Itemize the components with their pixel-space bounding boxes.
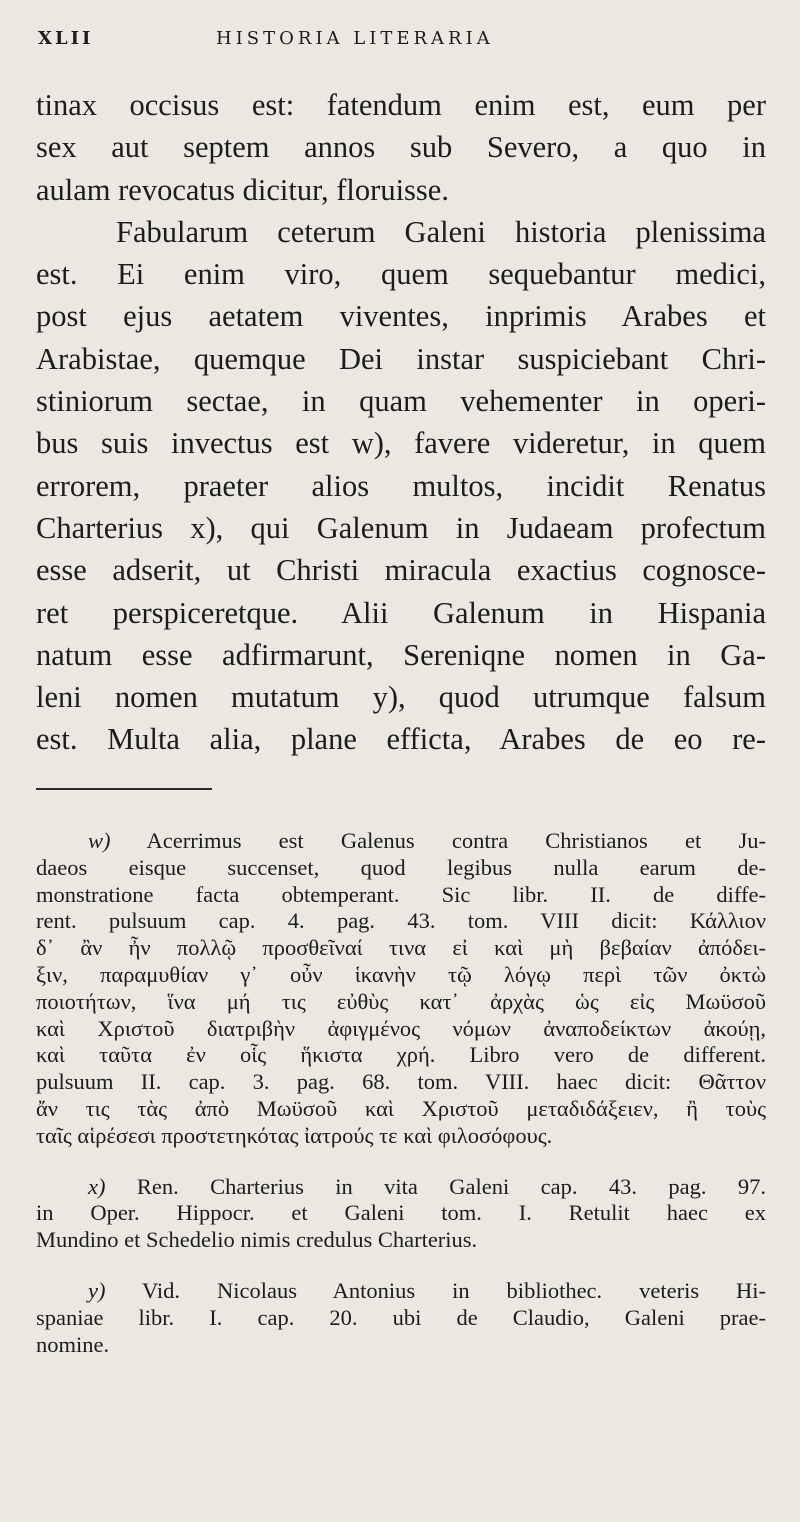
footnote-line: nomine. (36, 1331, 110, 1357)
text-line: natum esse adfirmarunt, Sereniqne nomen in Ga- (36, 637, 766, 672)
footnote-x (36, 1174, 766, 1254)
footnote-line: Mundino et Schedelio nimis credulus Charterius. (36, 1227, 478, 1253)
footnote-line: spaniae libr. I. cap. 20. ubi de Claudio, Galeni prae- (36, 1304, 766, 1330)
footnote-line: monstratione facta obtemperant. Sic libr. II. de diffe- (36, 881, 766, 907)
text-line: aulam revocatus dicitur, floruisse. (36, 172, 449, 207)
footnote-marker: x) (88, 1173, 106, 1199)
footnote-line (36, 1174, 766, 1201)
footnote-line: καὶ Χριστοῦ διατριβὴν ἀφιγμένος νόμων ἀναποδείκτων ἀκούῃ, (36, 1015, 766, 1041)
footnote-line: pulsuum II. cap. 3. pag. 68. tom. VIII. haec dicit: Θᾶττον (36, 1069, 766, 1095)
footnote-marker: w) (88, 828, 111, 853)
text-line: est. Ei enim viro, quem sequebantur medici, (36, 257, 766, 292)
footnote-line: ξιν, παραμυθίαν γ᾽ οὖν ἱκανὴν τῷ λόγῳ περὶ τῶν ὀκτὼ (36, 961, 766, 987)
text-line: post ejus aetatem viventes, inprimis Arabes et (36, 299, 766, 334)
footnote-line: ταῖς αἱρέσεσι προστετηκότας ἰατρούς τε καὶ φιλοσόφους. (36, 1122, 553, 1148)
footnotes (36, 828, 766, 1358)
footnote-line: καὶ ταῦτα ἐν οἷς ἥκιστα χρή. Libro vero de different. (36, 1042, 766, 1068)
text-line: Arabistae, quemque Dei instar suspiciebant Chri- (36, 341, 766, 376)
footnote-text: Acerrimus est Galenus contra Christianos et Ju- (146, 828, 766, 853)
text-line: est. Multa alia, plane efficta, Arabes de eo re- (36, 722, 766, 757)
footnote-line: ἄν τις τὰς ἀπὸ Μωϋσοῦ καὶ Χριστοῦ μεταδιδάξειεν, ἢ τοὺς (36, 1095, 766, 1121)
text-line: Charterius x), qui Galenum in Judaeam profectum (36, 510, 766, 545)
text-line: sex aut septem annos sub Severo, a quo in (36, 130, 766, 165)
footnote-rule (36, 788, 212, 790)
running-header (38, 28, 762, 58)
footnote-line: in Oper. Hippocr. et Galeni tom. I. Retulit haec ex (36, 1200, 766, 1226)
text-line: ret perspiceretque. Alii Galenum in Hispania (36, 595, 766, 630)
text-line: errorem, praeter alios multos, incidit Renatus (36, 468, 766, 503)
footnote-line: rent. pulsuum cap. 4. pag. 43. tom. VIII dicit: Κάλλιον (36, 908, 766, 934)
text-line: leni nomen mutatum y), quod utrumque falsum (36, 680, 766, 715)
page-number: XLII (38, 28, 94, 49)
footnote-y (36, 1278, 766, 1358)
text-line: Fabularum ceterum Galeni historia plenissima (116, 214, 766, 249)
text-line: esse adserit, ut Christi miracula exactius cognosce- (36, 553, 766, 588)
text-line: stiniorum sectae, in quam vehementer in operi- (36, 384, 766, 419)
footnote-text: Ren. Charterius in vita Galeni cap. 43. pag. 97. (136, 1173, 766, 1199)
footnote-marker: y) (88, 1277, 106, 1303)
text-line: tinax occisus est: fatendum enim est, eum per (36, 88, 766, 122)
footnote-w (36, 828, 766, 1150)
footnote-text: Vid. Nicolaus Antonius in bibliothec. veteris Hi- (142, 1277, 767, 1303)
footnote-line: ποιοτήτων, ἵνα μή τις εὐθὺς κατ᾽ ἀρχὰς ὡς εἰς Μωϋσοῦ (36, 988, 766, 1014)
footnote-line (36, 828, 766, 855)
footnote-line: δ᾽ ἂν ἦν πολλῷ προσθεῖναί τινα εἰ καὶ μὴ βεβαίαν ἀπόδει- (36, 935, 766, 961)
main-text (36, 84, 766, 761)
footnote-line (36, 1278, 766, 1305)
text-line: bus suis invectus est w), favere videretur, in quem (36, 426, 766, 461)
running-title: HISTORIA LITERARIA (216, 28, 494, 49)
footnote-line: daeos eisque succenset, quod legibus nulla earum de- (36, 854, 766, 880)
